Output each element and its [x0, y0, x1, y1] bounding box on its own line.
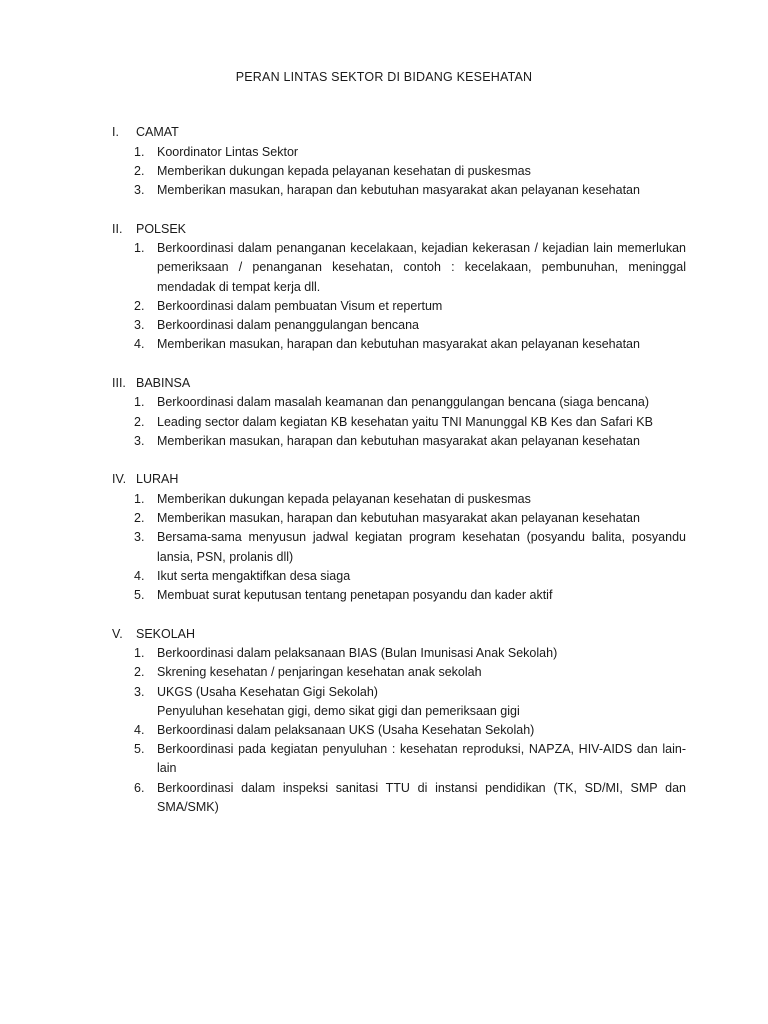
item-number: 1.: [134, 491, 145, 506]
item-number: 2.: [134, 414, 145, 429]
section-number: I.: [112, 125, 119, 139]
section-heading: [112, 220, 686, 240]
item-text: Berkoordinasi dalam penanggulangan bencana: [157, 317, 420, 332]
section-lurah: [112, 470, 686, 605]
item-number: 2.: [134, 298, 145, 313]
item-number: 3.: [134, 530, 145, 545]
item-number: 2.: [134, 163, 145, 178]
section-title: LURAH: [136, 472, 179, 487]
item-text: Membuat surat keputusan tentang penetapan posyandu dan kader aktif: [157, 587, 553, 602]
item-text: Memberikan masukan, harapan dan kebutuhan masyarakat akan pelayanan kesehatan: [157, 511, 640, 526]
section-number: III.: [112, 375, 126, 390]
item-list: [112, 143, 686, 201]
item-text: Memberikan dukungan kepada pelayanan kesehatan di puskesmas: [157, 491, 531, 506]
item-text: Koordinator Lintas Sektor: [157, 144, 299, 159]
section-heading: [112, 625, 686, 645]
list-item: [112, 143, 686, 162]
section-list: [112, 123, 686, 836]
item-number: 5.: [134, 742, 145, 757]
section-heading: [112, 123, 686, 143]
list-item: [112, 644, 686, 663]
item-number: 3.: [134, 684, 145, 699]
item-text: UKGS (Usaha Kesehatan Gigi Sekolah): [157, 684, 378, 699]
item-list: [112, 393, 686, 451]
item-number: 4.: [134, 337, 145, 352]
section-camat: [112, 123, 686, 200]
item-text: Berkoordinasi dalam pembuatan Visum et repertum: [157, 298, 443, 313]
list-item: [112, 683, 686, 702]
item-text: Berkoordinasi dalam inspeksi sanitasi TTU di instansi pendidikan (TK, SD/MI, SMP dan SMA/SMK): [157, 780, 686, 814]
item-number: 1.: [134, 395, 145, 410]
item-list: [112, 239, 686, 354]
item-number: 2.: [134, 511, 145, 526]
list-item: [112, 297, 686, 316]
section-number: II.: [112, 221, 123, 236]
section-title: BABINSA: [136, 375, 191, 390]
section-polsek: [112, 220, 686, 355]
item-number: 1.: [134, 646, 145, 661]
list-item: [112, 413, 686, 432]
list-item: [112, 162, 686, 181]
section-heading: [112, 470, 686, 490]
section-title: SEKOLAH: [136, 626, 196, 641]
item-text: Memberikan dukungan kepada pelayanan kesehatan di puskesmas: [157, 163, 531, 178]
list-item: [112, 316, 686, 335]
item-text: Skrening kesehatan / penjaringan kesehatan anak sekolah: [157, 665, 482, 680]
item-text: Berkoordinasi dalam pelaksanaan BIAS (Bulan Imunisasi Anak Sekolah): [157, 646, 558, 661]
item-number: 5.: [134, 587, 145, 602]
list-item: [112, 393, 686, 412]
item-text: Memberikan masukan, harapan dan kebutuhan masyarakat akan pelayanan kesehatan: [157, 337, 640, 352]
list-item: [112, 181, 686, 200]
list-item: [112, 663, 686, 682]
item-number: 3.: [134, 433, 145, 448]
section-babinsa: [112, 374, 686, 451]
item-text: Ikut serta mengaktifkan desa siaga: [157, 568, 351, 583]
section-heading: [112, 374, 686, 394]
list-item: [112, 509, 686, 528]
document-title: PERAN LINTAS SEKTOR DI BIDANG KESEHATAN: [235, 70, 533, 84]
list-item: [112, 721, 686, 740]
section-number: IV.: [112, 472, 127, 487]
list-item: [112, 239, 686, 297]
list-item: [112, 740, 686, 778]
item-text: Penyuluhan kesehatan gigi, demo sikat gigi dan pemeriksaan gigi: [157, 703, 520, 718]
list-item: [112, 586, 686, 605]
item-number: 3.: [134, 317, 145, 332]
item-number: 4.: [134, 568, 145, 583]
section-title: CAMAT: [136, 125, 179, 139]
item-text: Bersama-sama menyusun jadwal kegiatan program kesehatan (posyandu balita, posyandu lansia, PSN, prolanis dll): [157, 530, 686, 564]
item-list: [112, 490, 686, 605]
item-text: Leading sector dalam kegiatan KB kesehatan yaitu TNI Manunggal KB Kes dan Safari KB: [157, 414, 653, 429]
item-text: Berkoordinasi dalam penanganan kecelakaan, kejadian kekerasan / kejadian lain memerlukan pemeriksaan / penanganan kesehatan, contoh : kecelakaan, pembunuhan, meninggal mendadak di tempat kerja dll.: [157, 241, 686, 294]
list-item: [112, 490, 686, 509]
item-number: 6.: [134, 780, 145, 795]
list-item: [112, 528, 686, 566]
item-number: 1.: [134, 144, 145, 159]
item-number: 3.: [134, 182, 145, 197]
item-text: Berkoordinasi dalam masalah keamanan dan penanggulangan bencana (siaga bencana): [157, 395, 650, 410]
item-number: 1.: [134, 241, 145, 256]
section-title: POLSEK: [136, 221, 187, 236]
list-item: [112, 567, 686, 586]
section-number: V.: [112, 626, 123, 641]
item-number: 4.: [134, 722, 145, 737]
list-item-continuation: [112, 702, 686, 721]
item-text: Berkoordinasi dalam pelaksanaan UKS (Usaha Kesehatan Sekolah): [157, 722, 535, 737]
item-list: [112, 644, 686, 817]
list-item: [112, 432, 686, 451]
item-text: Memberikan masukan, harapan dan kebutuhan masyarakat akan pelayanan kesehatan: [157, 433, 640, 448]
list-item: [112, 335, 686, 354]
item-text: Berkoordinasi pada kegiatan penyuluhan : kesehatan reproduksi, NAPZA, HIV-AIDS dan lain-lain: [157, 742, 686, 776]
item-number: 2.: [134, 665, 145, 680]
section-sekolah: [112, 625, 686, 817]
list-item: [112, 779, 686, 817]
item-text: Memberikan masukan, harapan dan kebutuhan masyarakat akan pelayanan kesehatan: [157, 182, 640, 197]
